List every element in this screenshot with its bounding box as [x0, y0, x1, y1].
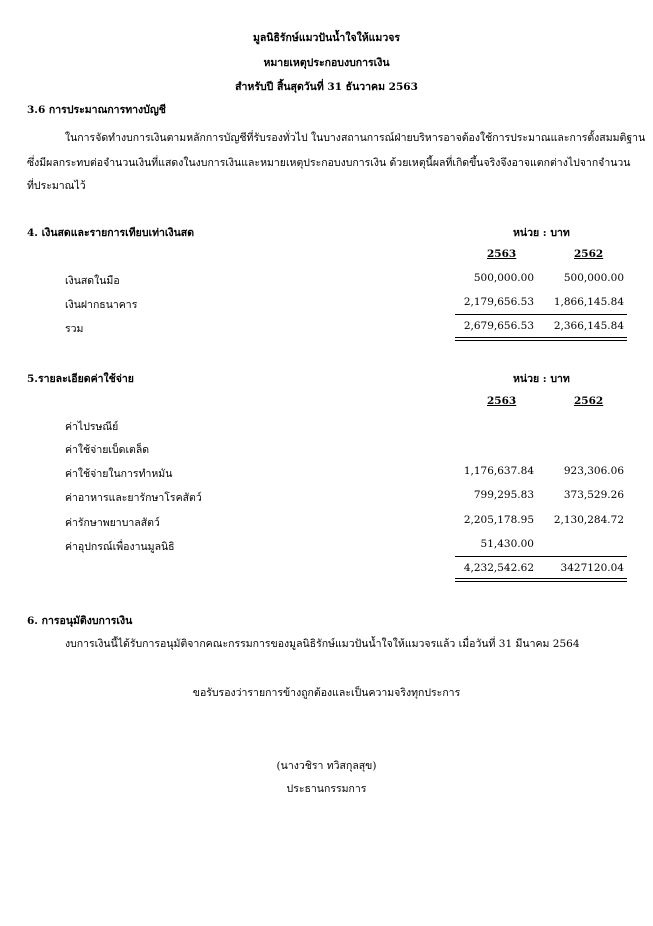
section-5-unit: หน่วย : บาท	[513, 373, 570, 385]
double-rule-bottom	[455, 340, 627, 341]
row-label: ค่าใช้จ่ายในการทำหมัน	[65, 468, 173, 480]
row-label: ค่าอาหารและยารักษาโรคสัตว์	[65, 492, 202, 504]
row-value-2562: 1,866,145.84	[553, 296, 624, 308]
total-label: รวม	[65, 323, 84, 335]
subtotal-rule	[455, 314, 627, 315]
row-value-2563: 1,176,637.84	[463, 465, 534, 477]
section-4-col-2562: 2562	[574, 248, 604, 260]
signatory-title: ประธานกรรมการ	[286, 783, 367, 795]
subtotal-rule	[455, 556, 627, 557]
document-title: หมายเหตุประกอบงบการเงิน	[263, 57, 390, 69]
row-value-2562: 923,306.06	[563, 465, 624, 477]
row-label: ค่าไปรษณีย์	[65, 421, 119, 433]
double-rule-top	[455, 578, 627, 579]
section-4-unit: หน่วย : บาท	[513, 227, 570, 239]
signatory-name: (นางวชิรา ทวิสกุลสุข)	[276, 760, 377, 772]
foundation-name: มูลนิธิรักษ์แมวปันน้ำใจให้แมวจร	[252, 32, 401, 44]
section-6-text: งบการเงินนี้ได้รับการอนุมัติจากคณะกรรมการของมูลนิธิรักษ์แมวปันน้ำใจให้แมวจรแล้ว เมื่อวันที่ 31 มีนาคม 2564	[65, 638, 580, 650]
section-5-heading: 5.รายละเอียดค่าใช้จ่าย	[27, 373, 134, 385]
total-value-2562: 3427120.04	[560, 562, 624, 574]
row-label: ค่าใช้จ่ายเบ็ดเตล็ด	[65, 444, 150, 456]
row-value-2562: 500,000.00	[563, 272, 624, 284]
row-label: เงินฝากธนาคาร	[65, 299, 138, 311]
period-line: สำหรับปี สิ้นสุดวันที่ 31 ธันวาคม 2563	[235, 81, 418, 93]
certification-statement: ขอรับรองว่ารายการข้างถูกต้องและเป็นความจริงทุกประการ	[192, 687, 461, 699]
double-rule-top	[455, 337, 627, 338]
section-3-6-heading: 3.6 การประมาณการทางบัญชี	[27, 104, 166, 116]
section-4-col-2563: 2563	[487, 248, 517, 260]
total-value-2563: 2,679,656.53	[463, 320, 534, 332]
section-3-6-line3: ที่ประมาณไว้	[27, 180, 86, 192]
row-value-2563: 2,179,656.53	[463, 296, 534, 308]
section-5-col-2562: 2562	[574, 395, 604, 407]
section-5-col-2563: 2563	[487, 395, 517, 407]
total-value-2562: 2,366,145.84	[553, 320, 624, 332]
row-value-2563: 51,430.00	[480, 538, 534, 550]
section-6-heading: 6. การอนุมัติงบการเงิน	[27, 615, 133, 627]
section-3-6-line1: ในการจัดทำงบการเงินตามหลักการบัญชีที่รับรองทั่วไป ในบางสถานการณ์ฝ่ายบริหารอาจต้องใช้การประมาณและการตั้งสมมติฐาน	[65, 132, 646, 144]
double-rule-bottom	[455, 581, 627, 582]
row-label: ค่าอุปกรณ์เพื่องานมูลนิธิ	[65, 541, 175, 553]
row-value-2563: 2,205,178.95	[463, 514, 534, 526]
row-value-2562: 373,529.26	[563, 489, 624, 501]
section-3-6-line2: ซึ่งมีผลกระทบต่อจำนวนเงินที่แสดงในงบการเงินและหมายเหตุประกอบงบการเงิน ด้วยเหตุนี้ผลที่เกิดขึ้นจริงจึงอาจแตกต่างไปจากจำนวน	[27, 157, 631, 169]
total-value-2563: 4,232,542.62	[463, 562, 534, 574]
row-label: ค่ารักษาพยาบาลสัตว์	[65, 517, 160, 529]
row-value-2563: 799,295.83	[473, 489, 534, 501]
row-value-2562: 2,130,284.72	[553, 514, 624, 526]
row-value-2563: 500,000.00	[473, 272, 534, 284]
row-label: เงินสดในมือ	[65, 275, 120, 287]
section-4-heading: 4. เงินสดและรายการเทียบเท่าเงินสด	[27, 227, 195, 239]
